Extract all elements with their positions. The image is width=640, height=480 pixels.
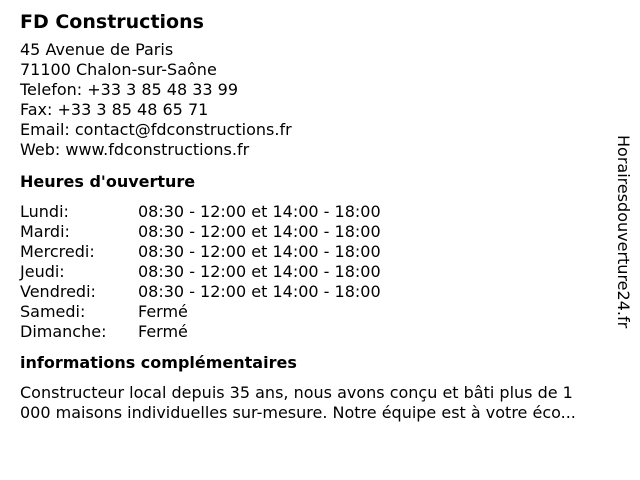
hours-day: Mercredi:	[20, 242, 95, 261]
hours-day: Jeudi:	[20, 262, 65, 281]
watermark-text: Horairesdouverture24.fr	[614, 135, 633, 329]
hours-day: Vendredi:	[20, 282, 96, 301]
hours-row	[20, 262, 610, 282]
hours-row	[20, 302, 610, 322]
hours-row	[20, 222, 610, 242]
hours-row	[20, 202, 610, 222]
hours-day: Lundi:	[20, 202, 69, 221]
contact-block	[20, 40, 610, 160]
hours-day: Samedi:	[20, 302, 86, 321]
address-city: 71100 Chalon-sur-Saône	[20, 60, 217, 79]
phone-line: Telefon: +33 3 85 48 33 99	[20, 80, 239, 99]
hours-heading: Heures d'ouverture	[20, 172, 196, 191]
info-line-1: Constructeur local depuis 35 ans, nous avons conçu et bâti plus de 1	[20, 383, 573, 402]
hours-row	[20, 322, 610, 342]
hours-time: 08:30 - 12:00 et 14:00 - 18:00	[138, 202, 381, 221]
hours-time: 08:30 - 12:00 et 14:00 - 18:00	[138, 262, 381, 281]
info-description	[20, 383, 628, 423]
email-line: Email: contact@fdconstructions.fr	[20, 120, 292, 139]
address-street: 45 Avenue de Paris	[20, 40, 174, 59]
hours-time: Fermé	[138, 302, 188, 321]
hours-row	[20, 282, 610, 302]
fax-line: Fax: +33 3 85 48 65 71	[20, 100, 209, 119]
web-line: Web: www.fdconstructions.fr	[20, 140, 250, 159]
info-line-2: 000 maisons individuelles sur-mesure. Notre équipe est à votre éco...	[20, 403, 576, 422]
hours-day: Dimanche:	[20, 322, 107, 341]
hours-day: Mardi:	[20, 222, 70, 241]
hours-time: 08:30 - 12:00 et 14:00 - 18:00	[138, 242, 381, 261]
business-card	[20, 10, 610, 423]
hours-time: Fermé	[138, 322, 188, 341]
hours-time: 08:30 - 12:00 et 14:00 - 18:00	[138, 222, 381, 241]
hours-row	[20, 242, 610, 262]
business-name: FD Constructions	[20, 11, 204, 33]
info-heading: informations complémentaires	[20, 353, 297, 372]
hours-table	[20, 202, 610, 342]
hours-time: 08:30 - 12:00 et 14:00 - 18:00	[138, 282, 381, 301]
